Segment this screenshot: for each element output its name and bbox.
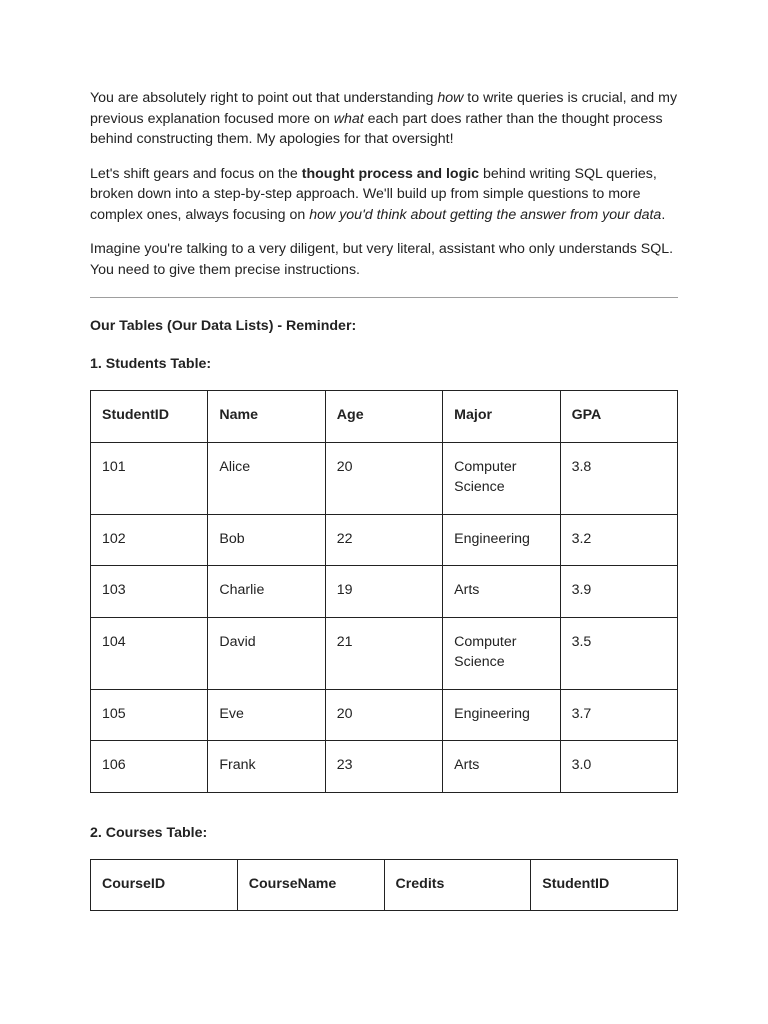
table-cell: 105 <box>91 689 208 741</box>
table-cell: 104 <box>91 617 208 689</box>
emphasis-text: what <box>333 110 364 127</box>
students-table-title: 1. Students Table: <box>90 356 212 372</box>
table-cell: Computer Science <box>443 442 560 514</box>
column-header-studentid: StudentID <box>91 391 208 443</box>
table-cell: 3.7 <box>560 689 677 741</box>
emphasis-text: how you'd think about getting the answer from your data <box>309 206 662 223</box>
table-cell: Alice <box>208 442 325 514</box>
table-row <box>91 617 678 689</box>
table-cell: 106 <box>91 741 208 793</box>
table-cell: 102 <box>91 514 208 566</box>
text-run: to write queries is crucial, and my previous explanation focused more on <box>90 90 678 127</box>
spacer <box>90 793 678 823</box>
bold-text: thought process and logic <box>301 165 480 182</box>
column-header-gpa: GPA <box>560 391 677 443</box>
column-header-age: Age <box>325 391 442 443</box>
table-header-row <box>91 391 678 443</box>
text-run: each part does rather than the thought process behind constructing them. My apologies for that oversight! <box>90 110 663 147</box>
table-cell: 19 <box>325 566 442 618</box>
table-cell: 23 <box>325 741 442 793</box>
table-cell: Arts <box>443 566 560 618</box>
courses-table-title: 2. Courses Table: <box>90 824 208 841</box>
table-cell: 3.0 <box>560 741 677 793</box>
text-run: Let's shift gears and focus on the <box>90 165 302 182</box>
table-cell: 103 <box>91 566 208 618</box>
table-cell: 21 <box>325 617 442 689</box>
document-page <box>90 88 678 911</box>
table-cell: Computer Science <box>443 617 560 689</box>
table-cell: 3.5 <box>560 617 677 689</box>
table-cell: Engineering <box>443 514 560 566</box>
table-cell: Engineering <box>443 689 560 741</box>
table-cell: David <box>208 617 325 689</box>
section-divider <box>90 297 678 298</box>
table-cell: Frank <box>208 741 325 793</box>
text-run: You are absolutely right to point out that understanding <box>90 90 438 106</box>
table-cell: 20 <box>325 442 442 514</box>
text-run: behind writing SQL queries, broken down into a step-by-step approach. We'll build up from simple questions to more complex ones, always focusing on <box>90 165 657 223</box>
table-cell: 22 <box>325 514 442 566</box>
emphasis-text: how <box>437 90 464 106</box>
table-cell: 20 <box>325 689 442 741</box>
table-row <box>91 514 678 566</box>
column-header-studentid: StudentID <box>531 859 678 911</box>
table-row <box>91 741 678 793</box>
table-cell: Bob <box>208 514 325 566</box>
table-row <box>91 442 678 514</box>
column-header-coursename: CourseName <box>237 859 384 911</box>
table-cell: 101 <box>91 442 208 514</box>
text-run: . <box>661 206 666 223</box>
table-header-row <box>91 859 678 911</box>
column-header-major: Major <box>443 391 560 443</box>
intro-paragraph-3: Imagine you're talking to a very diligent, but very literal, assistant who only understands SQL. You need to give them precise instructions. <box>90 241 674 278</box>
students-table <box>90 390 678 793</box>
table-cell: Charlie <box>208 566 325 618</box>
intro-paragraph-1 <box>90 88 678 150</box>
table-row <box>91 689 678 741</box>
table-cell: Eve <box>208 689 325 741</box>
table-cell: Arts <box>443 741 560 793</box>
column-header-name: Name <box>208 391 325 443</box>
intro-paragraph-2 <box>90 164 678 226</box>
table-cell: 3.2 <box>560 514 677 566</box>
table-row <box>91 566 678 618</box>
table-cell: 3.8 <box>560 442 677 514</box>
table-cell: 3.9 <box>560 566 677 618</box>
courses-table <box>90 859 678 912</box>
tables-heading: Our Tables (Our Data Lists) - Reminder: <box>90 318 357 334</box>
column-header-credits: Credits <box>384 859 531 911</box>
column-header-courseid: CourseID <box>91 859 238 911</box>
